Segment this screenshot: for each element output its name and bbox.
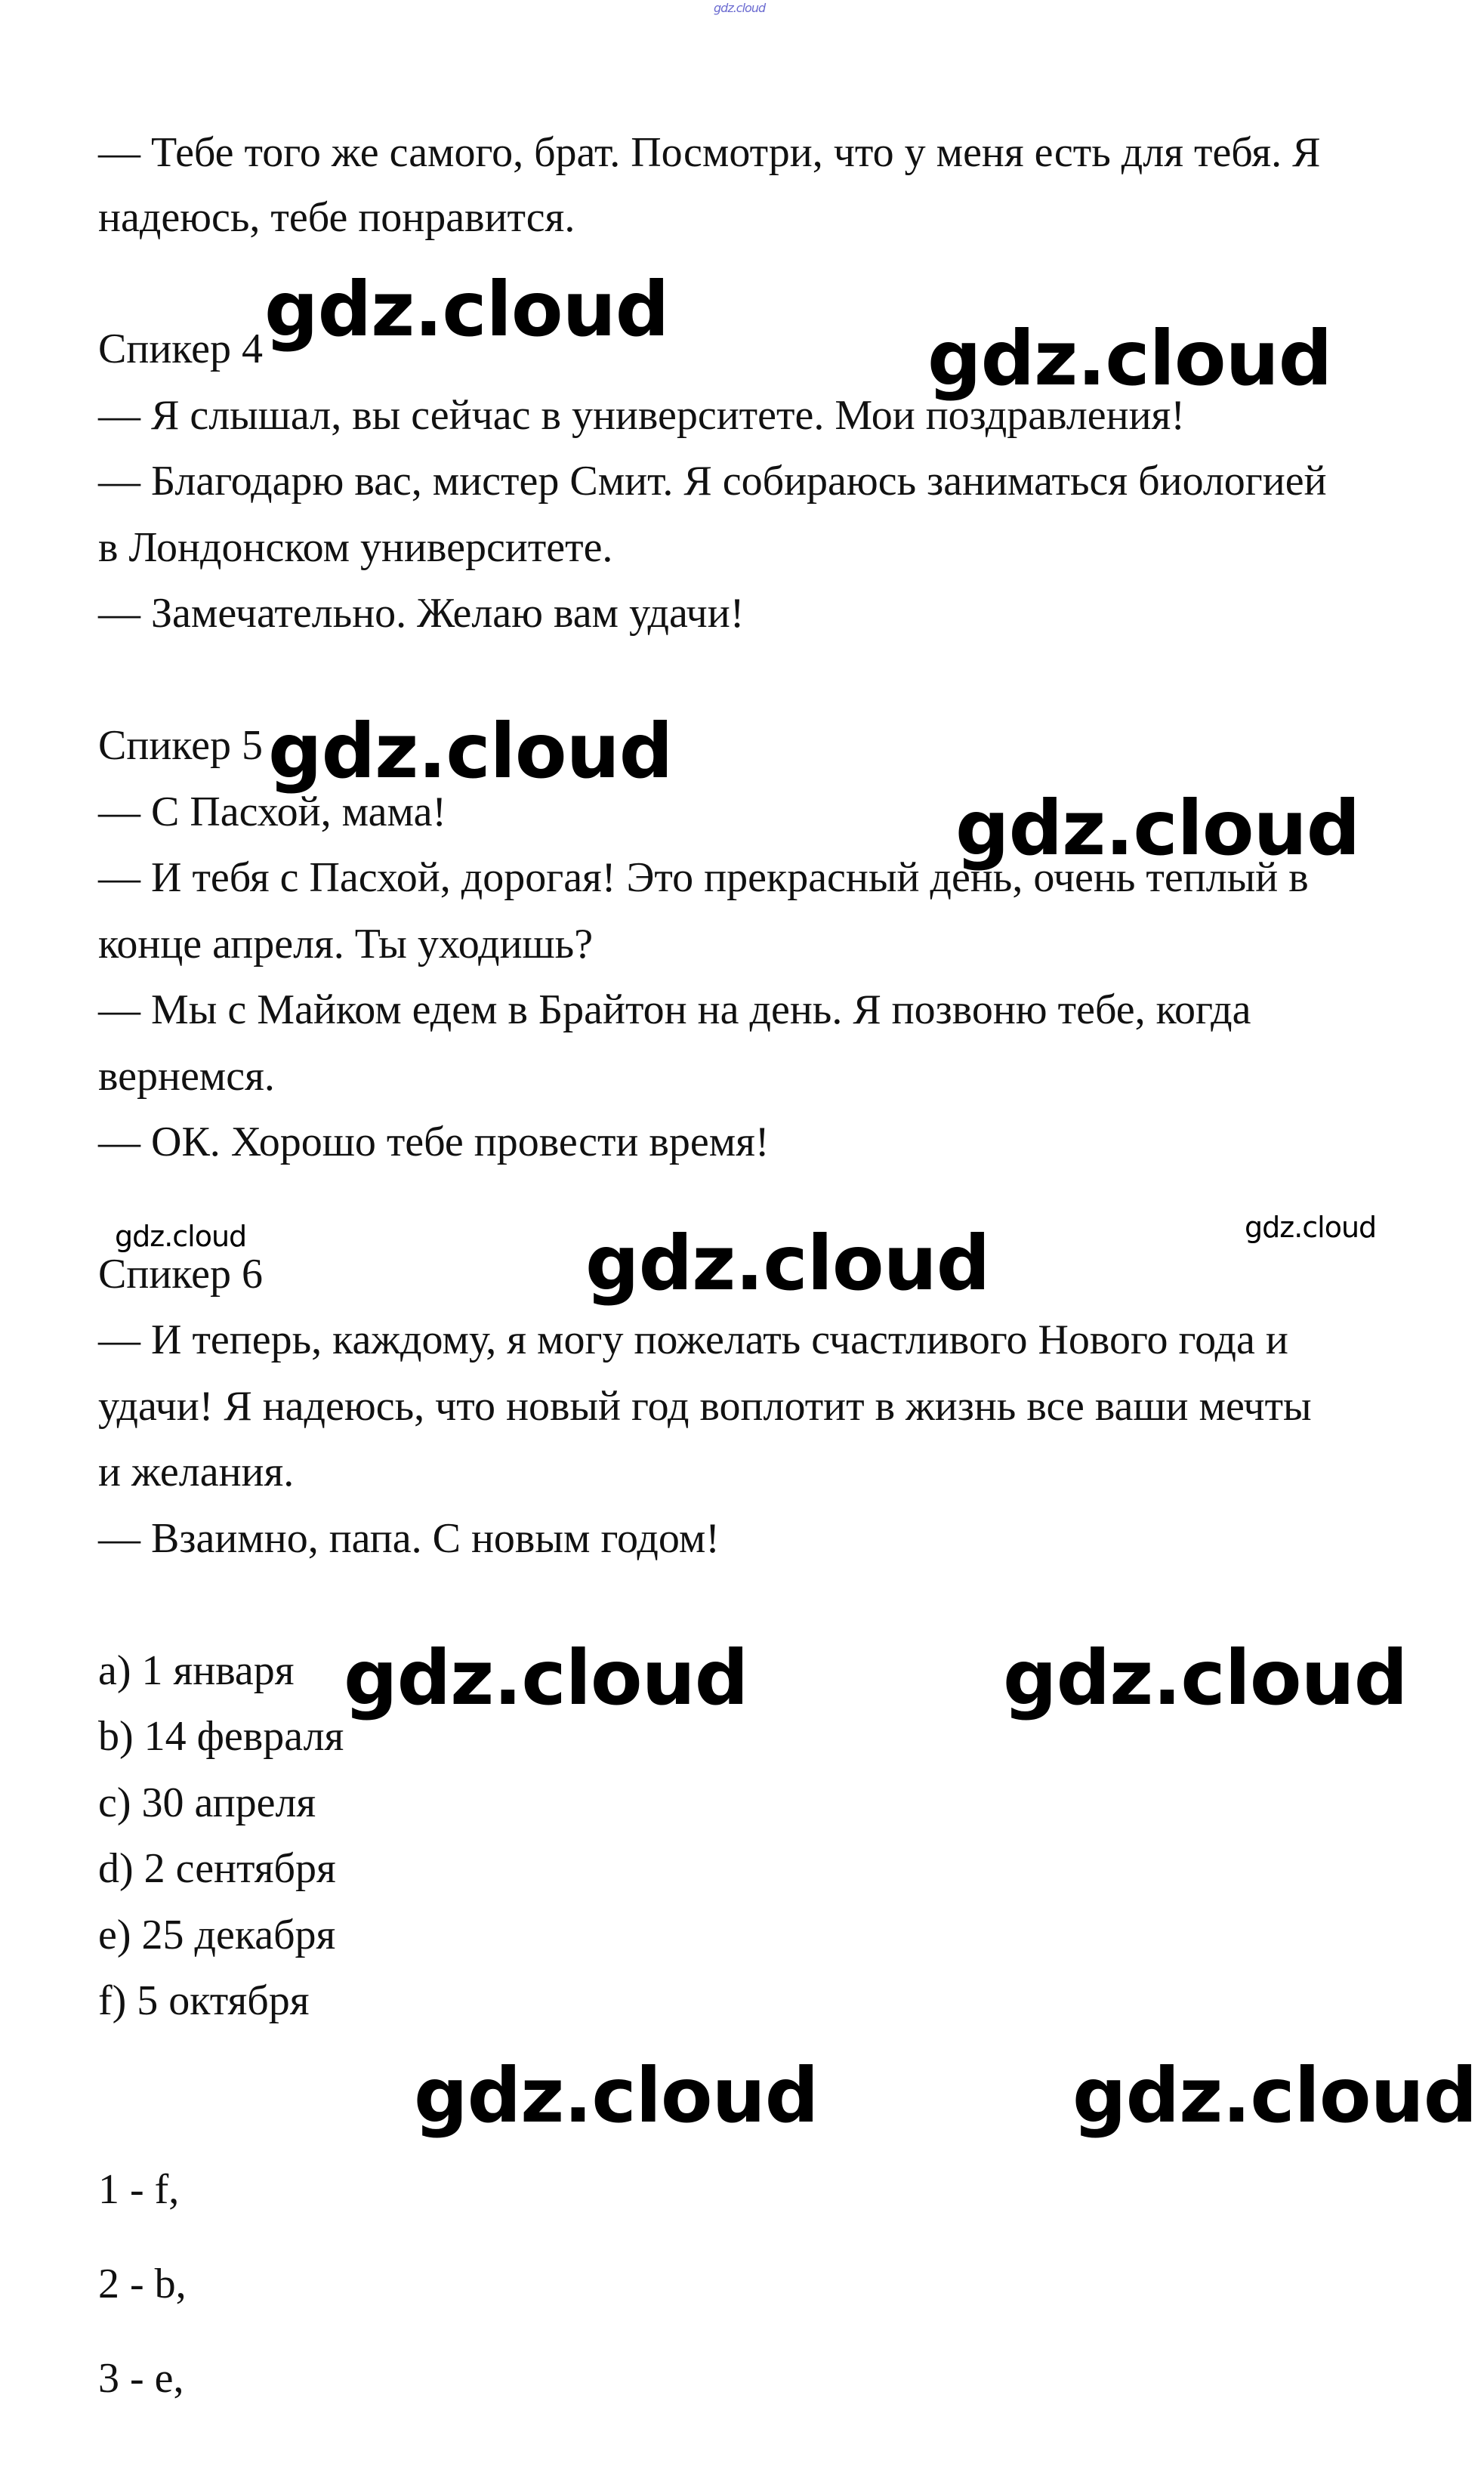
- text-line: — Благодарю вас, мистер Смит. Я собираюсь заниматься биологией: [98, 458, 1327, 505]
- text-line: в Лондонском университете.: [98, 524, 613, 571]
- text-line: конце апреля. Ты уходишь?: [98, 921, 594, 968]
- watermark: gdz.cloud: [955, 784, 1360, 872]
- text-line: — Тебе того же самого, брат. Посмотри, что у меня есть для тебя. Я: [98, 129, 1321, 176]
- watermark: gdz.cloud: [264, 265, 669, 353]
- answer-item: 2 - b,: [98, 2261, 187, 2307]
- watermark: gdz.cloud: [1003, 1634, 1408, 1722]
- text-line: — И теперь, каждому, я могу пожелать счастливого Нового года и: [98, 1316, 1288, 1363]
- text-line: — С Пасхой, мама!: [98, 789, 447, 835]
- watermark: gdz.cloud: [585, 1219, 990, 1307]
- text-line: вернемся.: [98, 1053, 275, 1100]
- watermark: gdz.cloud: [344, 1634, 748, 1722]
- option-item: b) 14 февраля: [98, 1713, 344, 1760]
- watermark: gdz.cloud: [268, 707, 673, 795]
- text-line: — Я слышал, вы сейчас в университете. Мои поздравления!: [98, 392, 1185, 439]
- text-line: и желания.: [98, 1449, 295, 1495]
- speker-heading: Спикер 5: [98, 722, 263, 769]
- answer-item: 1 - f,: [98, 2166, 180, 2213]
- text-line: удачи! Я надеюсь, что новый год воплотит в жизнь все ваши мечты: [98, 1383, 1312, 1430]
- text-line: надеюсь, тебе понравится.: [98, 194, 575, 241]
- answer-item: 3 - e,: [98, 2355, 184, 2402]
- option-item: c) 30 апреля: [98, 1779, 316, 1826]
- speaker-heading: Спикер 4: [98, 326, 263, 372]
- text-line: — И тебя с Пасхой, дорогая! Это прекрасный день, очень теплый в: [98, 854, 1309, 901]
- text-line: — ОК. Хорошо тебе провести время!: [98, 1119, 770, 1165]
- watermark: gdz.cloud: [1245, 1211, 1377, 1244]
- watermark: gdz.cloud: [115, 1220, 247, 1253]
- watermark: gdz.cloud: [927, 314, 1332, 403]
- text-line: — Взаимно, папа. С новым годом!: [98, 1515, 720, 1562]
- watermark: gdz.cloud: [1072, 2051, 1477, 2140]
- option-item: e) 25 декабря: [98, 1912, 336, 1958]
- text-line: — Замечательно. Желаю вам удачи!: [98, 590, 745, 637]
- option-item: d) 2 сентября: [98, 1845, 336, 1892]
- speaker-heading: Спикер 6: [98, 1251, 263, 1298]
- option-item: f) 5 октября: [98, 1977, 310, 2024]
- watermark: gdz.cloud: [414, 2051, 819, 2140]
- option-item: a) 1 января: [98, 1647, 295, 1694]
- header-watermark: gdz.cloud: [714, 1, 766, 15]
- text-line: — Мы с Майком едем в Брайтон на день. Я позвоню тебе, когда: [98, 986, 1251, 1033]
